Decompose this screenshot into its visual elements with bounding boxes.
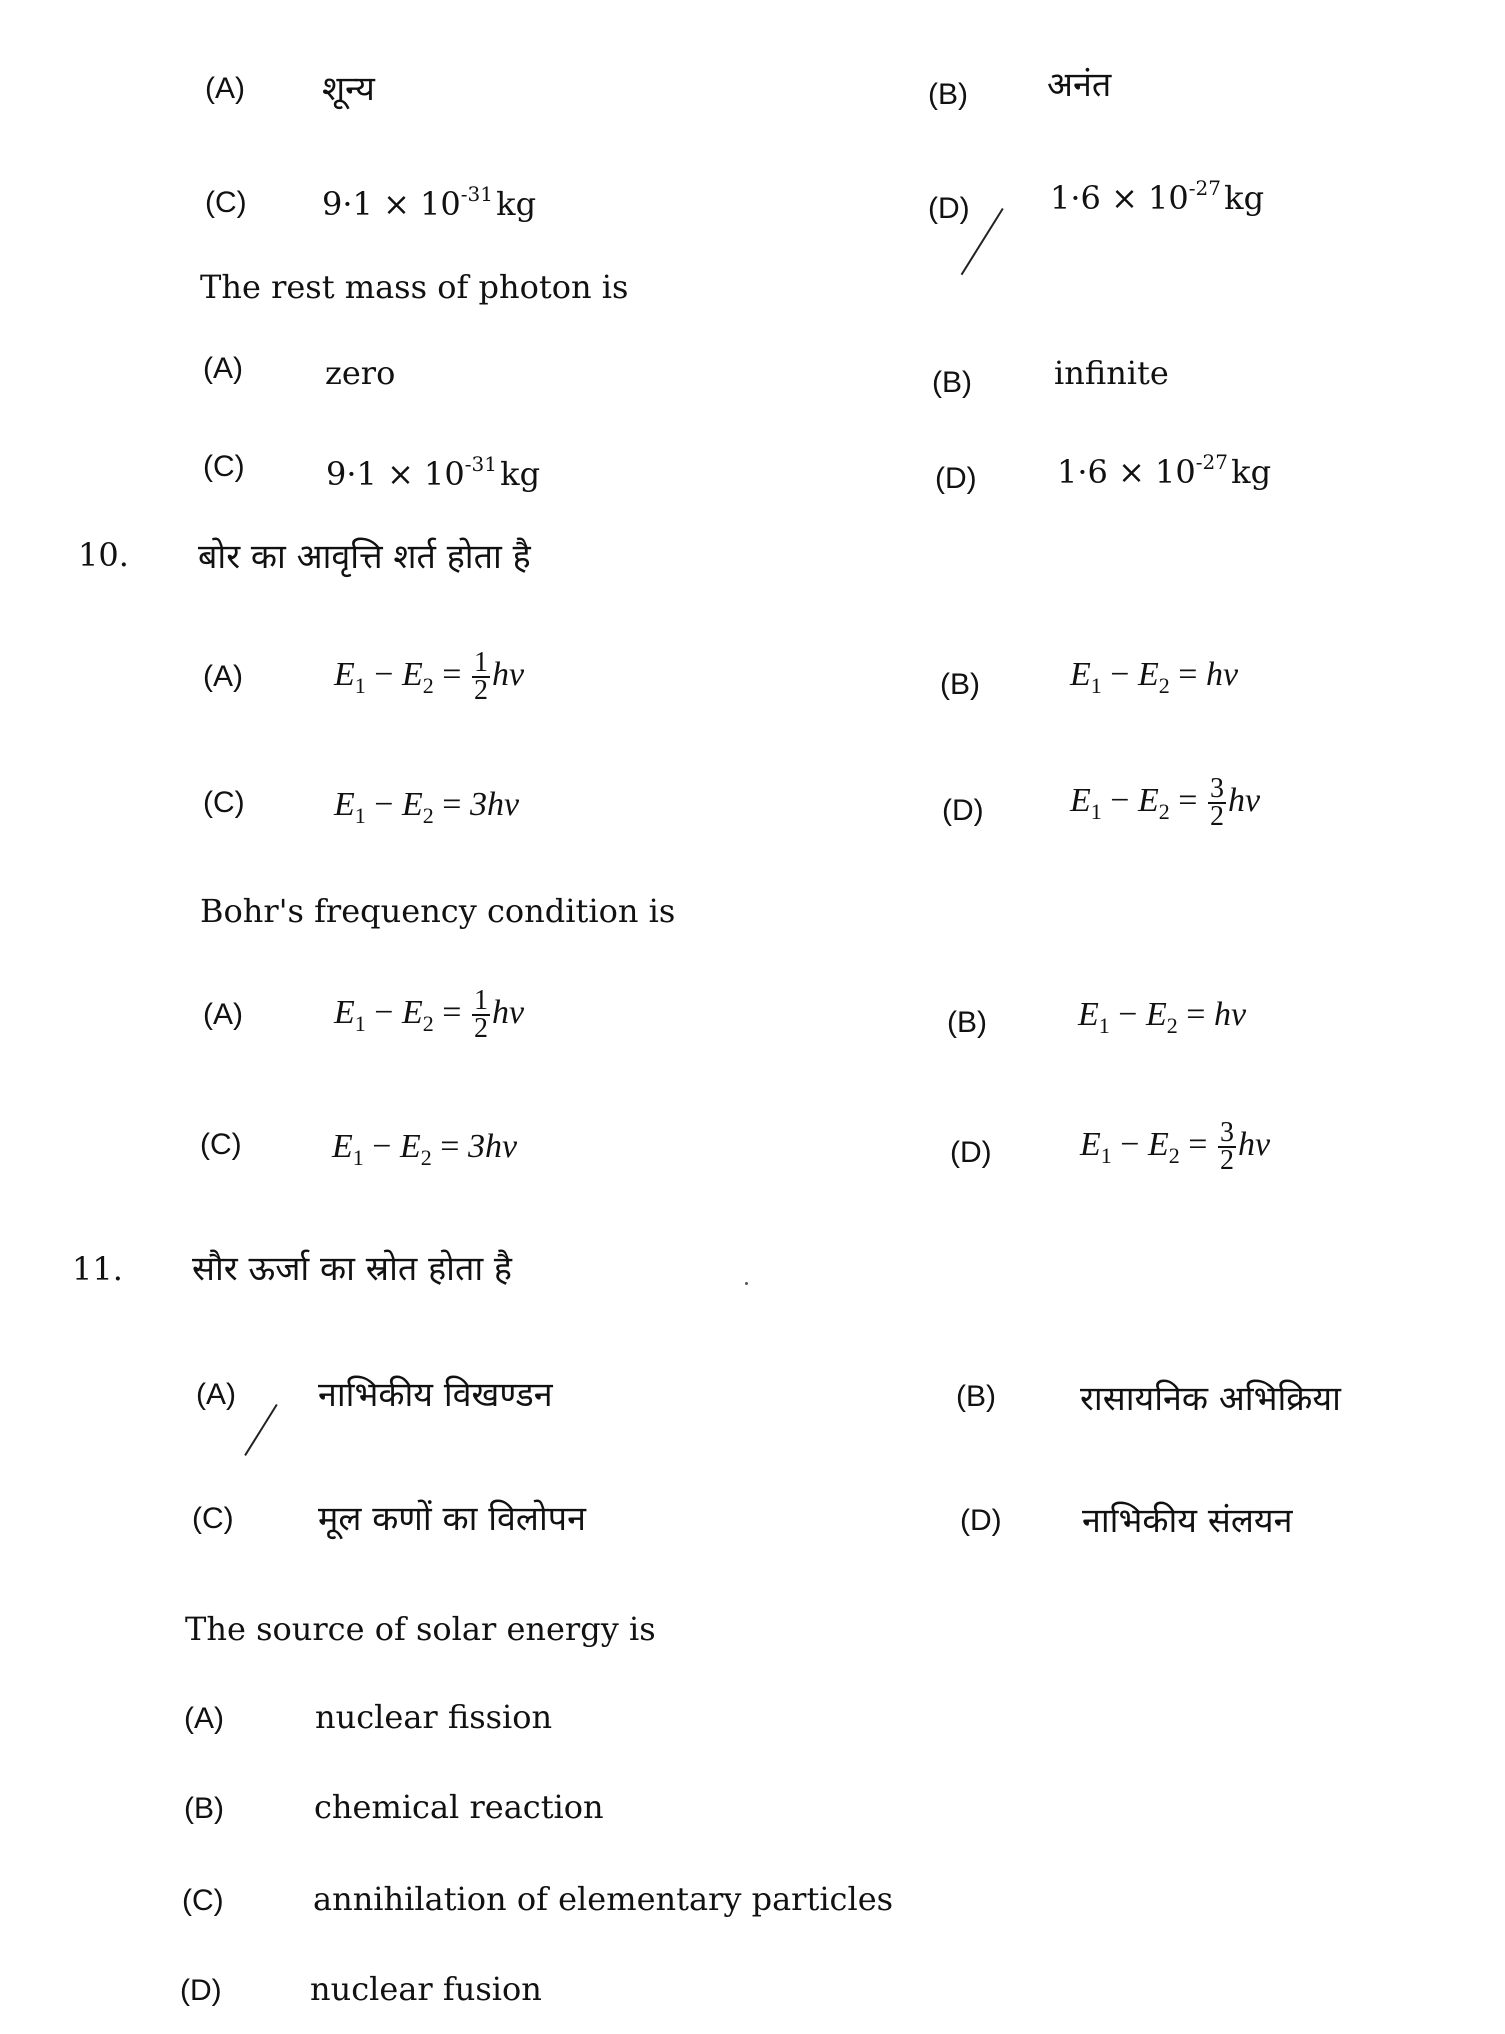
q10-hi-question: बोर का आवृत्ति शर्त होता है <box>198 537 531 577</box>
q9-en-question: The rest mass of photon is <box>200 268 629 306</box>
q11-hi-option-c-label: (C) <box>192 1502 234 1535</box>
q10-hi-option-d-label: (D) <box>942 794 984 827</box>
mantissa: 1·6 × 10 <box>1057 453 1196 491</box>
q11-en-option-c-text: annihilation of elementary particles <box>313 1880 894 1918</box>
q9-en-option-a-label: (A) <box>203 352 243 385</box>
q11-en-option-c-label: (C) <box>182 1884 224 1917</box>
q11-hi-option-b-text: रासायनिक अभिक्रिया <box>1080 1379 1341 1419</box>
q11-hi-option-b-label: (B) <box>956 1380 996 1413</box>
q10-en-option-a-label: (A) <box>203 998 243 1031</box>
fraction: $\frac{1}{2}$ <box>473 985 488 1044</box>
q11-hi-option-a-text: नाभिकीय विखण्डन <box>318 1375 553 1415</box>
q10-hi-option-c-equation: $E_1 - E_2 = 3h\nu$ <box>334 786 520 828</box>
q11-en-option-d-text: nuclear fusion <box>310 1970 542 2008</box>
exponent: -27 <box>1195 450 1228 474</box>
mantissa: 1·6 × 10 <box>1050 179 1189 217</box>
q10-hi-option-d-equation: $E_1 - E_2$ = $\frac{3}{2}$ hν <box>1070 773 1261 832</box>
q11-en-option-a-text: nuclear fission <box>315 1698 553 1736</box>
q11-hi-question: सौर ऊर्जा का स्रोत होता है <box>192 1249 512 1289</box>
q10-hi-option-c-label: (C) <box>203 786 245 819</box>
q11-en-option-b-label: (B) <box>184 1792 224 1825</box>
q11-number: 11. <box>72 1250 123 1288</box>
q9-hi-option-b-text: अनंत <box>1047 65 1112 105</box>
exponent: -31 <box>460 182 493 206</box>
q10-hi-option-a-label: (A) <box>203 660 243 693</box>
q10-en-question: Bohr's frequency condition is <box>200 892 676 930</box>
q9-en-option-d-value <box>1057 450 1271 491</box>
q10-en-option-d-label: (D) <box>950 1136 992 1169</box>
unit: kg <box>1231 453 1272 491</box>
q9-en-option-c-label: (C) <box>203 450 245 483</box>
mantissa: 9·1 × 10 <box>326 455 465 493</box>
q9-en-option-b-label: (B) <box>932 366 972 399</box>
q10-en-option-c-label: (C) <box>200 1128 242 1161</box>
q9-hi-option-d-label: (D) <box>928 192 970 225</box>
q9-en-option-c-value <box>326 452 540 493</box>
fraction: $\frac{3}{2}$ <box>1219 1117 1234 1176</box>
q11-hi-option-c-text: मूल कणों का विलोपन <box>318 1499 586 1539</box>
unit: kg <box>500 455 541 493</box>
q9-hi-option-b-label: (B) <box>928 78 968 111</box>
q10-hi-option-a-equation: $E_1 - E_2$ = $\frac{1}{2}$ hν <box>334 647 525 706</box>
fraction: $\frac{1}{2}$ <box>473 647 488 706</box>
q11-en-option-a-label: (A) <box>184 1702 224 1735</box>
unit: kg <box>496 185 537 223</box>
q9-hi-option-c-value <box>322 182 536 223</box>
q11-hi-option-d-text: नाभिकीय संलयन <box>1082 1501 1293 1541</box>
q11-hi-option-a-label: (A) <box>196 1378 236 1411</box>
q10-en-option-b-equation: $E_1 - E_2 = h\nu$ <box>1078 996 1247 1038</box>
q9-en-option-d-label: (D) <box>935 462 977 495</box>
exponent: -27 <box>1188 176 1221 200</box>
q10-hi-option-b-label: (B) <box>940 668 980 701</box>
q9-en-option-a-text: zero <box>325 354 396 392</box>
unit: kg <box>1224 179 1265 217</box>
speck-mark <box>745 1282 748 1285</box>
q10-en-option-c-equation: $E_1 - E_2 = 3h\nu$ <box>332 1128 518 1170</box>
mantissa: 9·1 × 10 <box>322 185 461 223</box>
q9-hi-option-d-value <box>1050 176 1264 217</box>
exponent: -31 <box>464 452 497 476</box>
q9-hi-option-a-label: (A) <box>205 72 245 105</box>
q10-en-option-d-equation: $E_1 - E_2$ = $\frac{3}{2}$ hν <box>1080 1117 1271 1176</box>
q11-en-option-d-label: (D) <box>180 1974 222 2007</box>
q9-hi-option-c-label: (C) <box>205 186 247 219</box>
q10-en-option-b-label: (B) <box>947 1006 987 1039</box>
pen-tick-mark-icon <box>244 1404 277 1456</box>
q11-en-question: The source of solar energy is <box>185 1610 656 1648</box>
q11-en-option-b-text: chemical reaction <box>314 1788 604 1826</box>
q10-hi-option-b-equation: $E_1 - E_2 = h\nu$ <box>1070 656 1239 698</box>
fraction: $\frac{3}{2}$ <box>1209 773 1224 832</box>
q10-number: 10. <box>78 536 129 574</box>
q9-hi-option-a-text: शून्य <box>322 69 375 109</box>
q11-hi-option-d-label: (D) <box>960 1504 1002 1537</box>
q10-en-option-a-equation: $E_1 - E_2$ = $\frac{1}{2}$ hν <box>334 985 525 1044</box>
q9-en-option-b-text: infinite <box>1054 354 1169 392</box>
